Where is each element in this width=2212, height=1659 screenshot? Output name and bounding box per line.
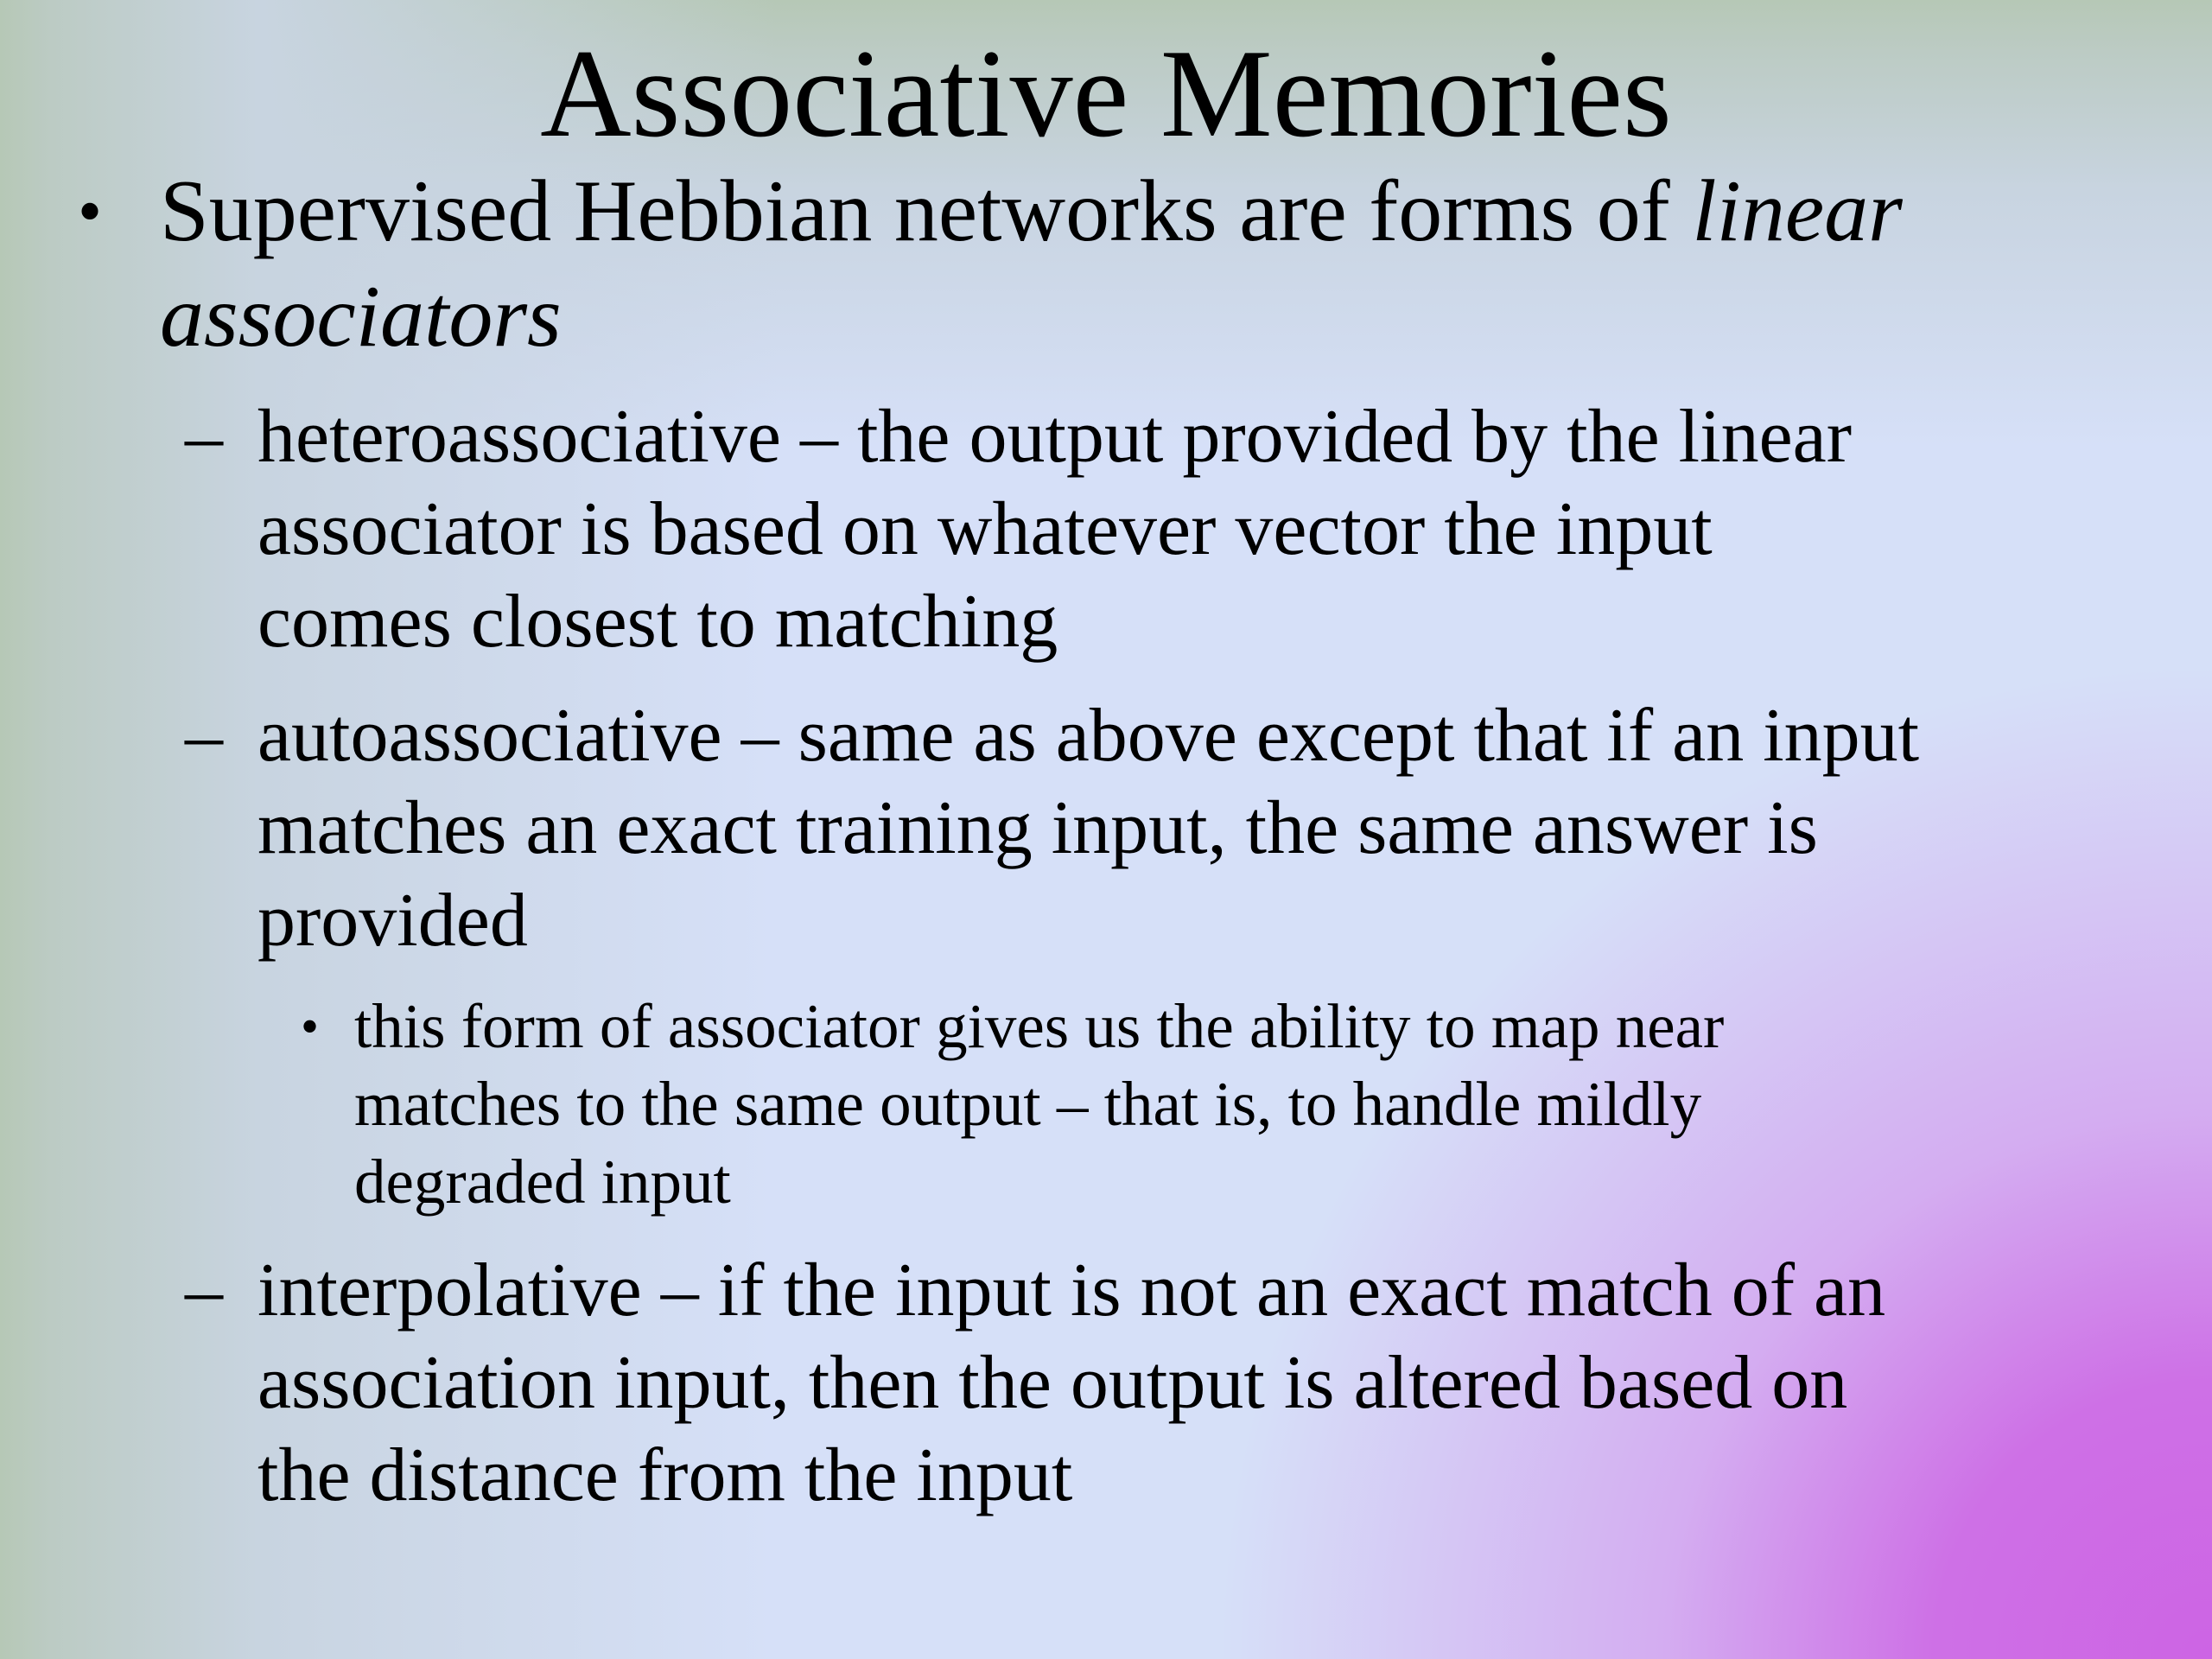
subsubpoint-line: degraded input [354, 1147, 731, 1217]
dash-icon: – [185, 395, 223, 479]
subsubpoint-line: this form of associator gives us the ability to map near [354, 991, 1725, 1061]
subpoint-line: autoassociative – same as above except that if an input [257, 694, 1920, 778]
bullet-icon: • [78, 174, 103, 250]
bullet-point-1-text-before: Supervised Hebbian networks are forms of [160, 162, 1693, 260]
subpoint-line: comes closest to matching [257, 580, 1058, 664]
subsubpoint-line: matches to the same output – that is, to handle mildly [354, 1069, 1702, 1139]
subpoint-text [257, 1244, 2176, 1522]
subpoint-line: interpolative – if the input is not an exact match of an [257, 1249, 1886, 1332]
subpoint-line: association input, then the output is altered based on [257, 1341, 1848, 1425]
bullet-point-1-italic-2: associators [160, 268, 562, 365]
subpoint-text [257, 690, 2176, 967]
subpoint-line: heteroassociative – the output provided by the linear [257, 395, 1852, 479]
subpoint-line: the distance from the input [257, 1433, 1073, 1517]
subpoint-line: provided [257, 879, 528, 963]
bullet-icon: • [301, 998, 320, 1055]
slide-title: Associative Memories [540, 23, 1672, 163]
subpoint-text [257, 391, 2176, 668]
bullet-point-1-text [160, 159, 2182, 370]
subpoint-line: matches an exact training input, the same answer is [257, 786, 1818, 870]
subpoint-line: associator is based on whatever vector the input [257, 487, 1713, 571]
bullet-point-1-italic-1: linear [1692, 162, 1903, 260]
subsubpoint-text [354, 988, 2031, 1221]
dash-icon: – [185, 1249, 223, 1332]
dash-icon: – [185, 694, 223, 778]
